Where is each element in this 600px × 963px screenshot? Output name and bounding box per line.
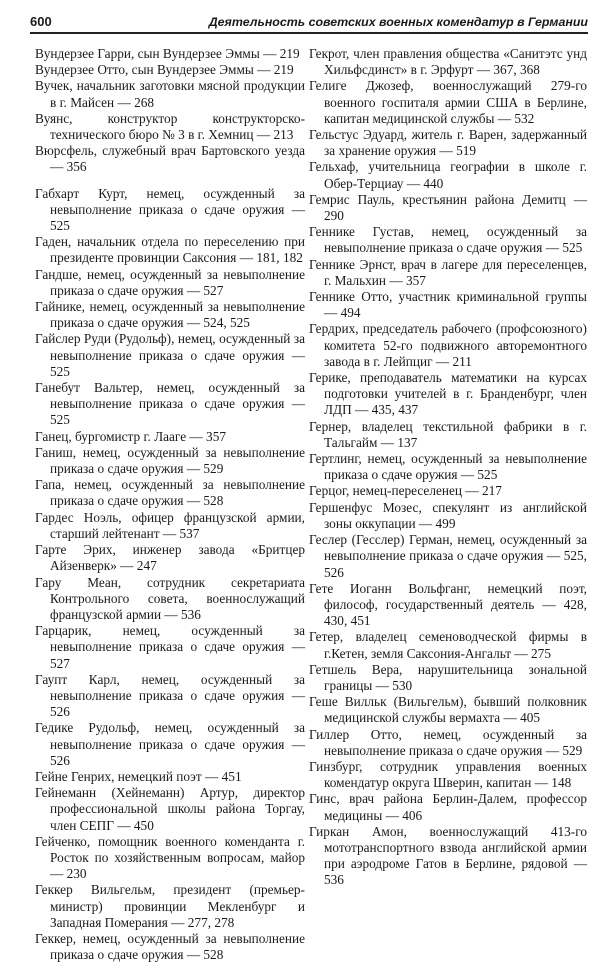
- index-entry: Гинс, врач района Берлин-Далем, профессор медицины — 406: [309, 791, 587, 823]
- index-entry: Гайслер Руди (Рудольф), немец, осужденный за невыполнение приказа о сдаче оружия — 525: [35, 331, 305, 379]
- index-entry: Гандше, немец, осужденный за невыполнение приказа о сдаче оружия — 527: [35, 266, 305, 298]
- index-entry: Гельхаф, учительница географии в школе г. Обер-Терциау — 440: [309, 159, 587, 191]
- index-entry: Вуянс, конструктор конструкторско-технического бюро № 3 в г. Хемниц — 213: [35, 110, 305, 143]
- index-entry: Гершенфус Мозес, спекулянт из английской зоны оккупации — 499: [309, 499, 587, 531]
- index-entry: Гайнике, немец, осужденный за невыполнение приказа о сдаче оружия — 524, 525: [35, 299, 305, 331]
- running-title: Деятельность советских военных комендатур в Германии: [208, 15, 588, 29]
- index-entry: Гернер, владелец текстильной фабрики в г. Тальгайм — 137: [309, 418, 587, 450]
- index-entry: Гертлинг, немец, осужденный за невыполнение приказа о сдаче оружия — 525: [309, 451, 587, 483]
- index-entry: Геккер Вильгельм, президент (премьер-министр) провинции Мекленбург и Западная Померания — 277, 278: [35, 882, 305, 930]
- section-gap: [35, 176, 305, 186]
- index-entry: Гаден, начальник отдела по переселению при президенте провинции Саксония — 181, 182: [35, 234, 305, 266]
- index-entry: Вундерзее Гарри, сын Вундерзее Эммы — 219: [35, 46, 300, 61]
- index-entry: Гарцарик, немец, осужденный за невыполнение приказа о сдаче оружия — 527: [35, 623, 305, 671]
- index-entry: Гемрис Пауль, крестьянин района Демитц — 290: [309, 191, 587, 224]
- page-number: 600: [30, 14, 52, 29]
- index-entry: Геннике Густав, немец, осужденный за невыполнение приказа о сдаче оружия — 525: [309, 224, 587, 256]
- page-header: [30, 6, 588, 34]
- index-entry: Ганиш, немец, осужденный за невыполнение приказа о сдаче оружия — 529: [35, 444, 305, 477]
- index-entry: Гекрот, член правления общества «Санитэтс унд Хильфсдинст» в г. Эрфурт — 367, 368: [309, 46, 587, 78]
- index-entry: Гейченко, помощник военного коменданта г. Росток по хозяйственным вопросам, майор — 230: [35, 833, 305, 882]
- index-entry: Гелиге Джозеф, военнослужащий 279-го военного госпиталя армии США в Берлине, капитан медицинской службы — 532: [309, 78, 587, 126]
- index-entry: Гетшель Вера, нарушительница зональной границы — 530: [309, 661, 587, 693]
- index-entry: Гарте Эрих, инженер завода «Бритцер Айзенверк» — 247: [35, 542, 305, 574]
- index-entry: Габхарт Курт, немец, осужденный за невыполнение приказа о сдаче оружия — 525: [35, 185, 305, 234]
- index-entry: Ганец, бургомистр г. Лааге — 357: [35, 428, 226, 444]
- index-entry: Гапа, немец, осужденный за невыполнение приказа о сдаче оружия — 528: [35, 477, 305, 509]
- index-entry: Гедике Рудольф, немец, осужденный за невыполнение приказа о сдаче оружия — 526: [35, 720, 305, 768]
- index-entry: Геннике Эрнст, врач в лагере для переселенцев, г. Мальхин — 357: [309, 256, 587, 288]
- index-entry: Гаупт Карл, немец, осужденный за невыполнение приказа о сдаче оружия — 526: [35, 671, 305, 720]
- index-entry: Герике, преподаватель математики на курсах подготовки учителей в г. Бранденбург, член ЛДП — 435, 437: [309, 370, 587, 418]
- index-entry: Гинзбург, сотрудник управления военных комендатур округа Шверин, капитан — 148: [309, 758, 587, 791]
- index-entry: Геслер (Гесслер) Герман, немец, осужденный за невыполнение приказа о сдаче оружия — 525, 526: [309, 532, 587, 580]
- index-entry: Вучек, начальник заготовки мясной продукции в г. Майсен — 268: [35, 78, 305, 110]
- index-entry: Геккер, немец, осужденный за невыполнение приказа о сдаче оружия — 528: [35, 930, 305, 963]
- index-entry: Ганебут Вальтер, немец, осужденный за невыполнение приказа о сдаче оружия — 525: [35, 380, 305, 428]
- index-entry: Геше Вилльк (Вильгельм), бывший полковник медицинской службы вермахта — 405: [309, 694, 587, 726]
- index-entry: Гете Иоганн Вольфганг, немецкий поэт, философ, государственный деятель — 428, 430, 451: [309, 580, 587, 629]
- index-entry: Гетер, владелец семеноводческой фирмы в г.Кетен, земля Саксония-Ангальт — 275: [309, 629, 587, 661]
- index-entry: Гейнеманн (Хейнеманн) Артур, директор профессиональной школы района Торгау, член СЕПГ — 450: [35, 785, 305, 833]
- index-entry: Вюрсфель, служебный врач Бартовского уезда — 356: [35, 143, 305, 175]
- index-entry: Гиркан Амон, военнослужащий 413-го мототранспортного взвода английской армии при аэродроме Гатов в Берлине, рядовой — 536: [309, 823, 587, 888]
- index-entry: Гейне Генрих, немецкий поэт — 451: [35, 768, 242, 784]
- index-entry: Гару Меан, сотрудник секретариата Контрольного совета, военнослужащий французской армии — 536: [35, 574, 305, 622]
- index-entry: Герцог, немец-переселенец — 217: [309, 483, 502, 499]
- index-entry: Гардес Ноэль, офицер французской армии, старший лейтенант — 537: [35, 509, 305, 541]
- index-entry: Геннике Отто, участник криминальной группы — 494: [309, 289, 587, 321]
- index-entry: Гельстус Эдуард, житель г. Варен, задержанный за хранение оружия — 519: [309, 127, 587, 159]
- index-entry: Вундерзее Отто, сын Вундерзее Эммы — 219: [35, 62, 294, 78]
- index-entry: Гердрих, председатель рабочего (профсоюзного) комитета 52-го подвижного авторемонтного завода в г. Лейпциг — 211: [309, 321, 587, 369]
- index-column-left: [35, 46, 305, 963]
- index-entry: Гиллер Отто, немец, осужденный за невыполнение приказа о сдаче оружия — 529: [309, 726, 587, 758]
- index-column-right: [309, 46, 587, 889]
